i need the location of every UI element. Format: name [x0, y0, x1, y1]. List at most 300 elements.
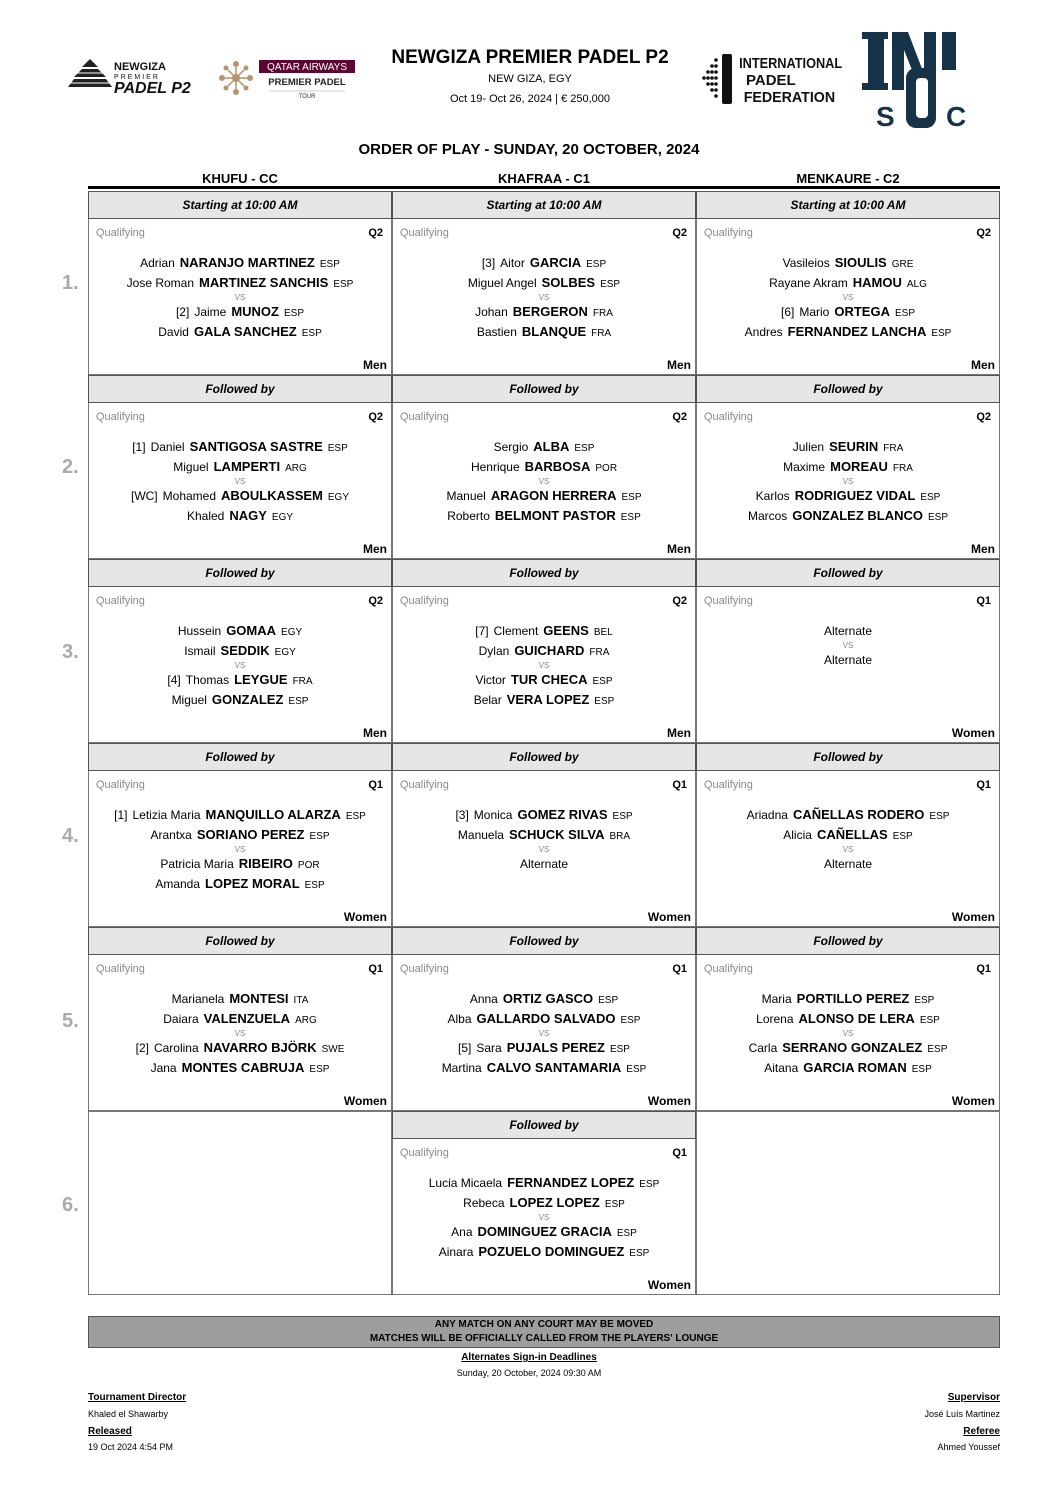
vs-separator: VS	[842, 1029, 854, 1038]
player-first-name: Marianela	[171, 992, 225, 1006]
player-row	[393, 1009, 695, 1029]
match-players	[697, 989, 999, 1078]
match-players	[393, 989, 695, 1078]
player-last-name: BELMONT PASTOR	[494, 508, 616, 523]
player-row	[393, 1038, 695, 1058]
player-nationality: ESP	[929, 811, 950, 822]
player-first-name: Jose Roman	[126, 276, 195, 290]
player-first-name: Mario	[799, 305, 830, 319]
player-row	[697, 989, 999, 1009]
player-row	[393, 690, 695, 710]
round-label: Q2	[672, 411, 687, 423]
match-players	[697, 437, 999, 526]
draw-gender: Men	[363, 726, 387, 740]
player-row	[697, 273, 999, 293]
match-slot	[392, 1139, 696, 1295]
player-first-name: Arantxa	[150, 828, 192, 842]
round-label: Q2	[672, 227, 687, 239]
player-first-name: Khaled	[186, 509, 225, 523]
player-nationality: POR	[595, 463, 618, 474]
player-seed: [7]	[475, 624, 489, 638]
player-first-name: Rebeca	[463, 1196, 505, 1210]
match-slot	[392, 955, 696, 1111]
round-label: Q2	[672, 595, 687, 607]
match-slot	[88, 771, 392, 927]
player-nationality: ESP	[892, 831, 913, 842]
player-first-name: David	[158, 325, 189, 339]
player-first-name: Johan	[475, 305, 508, 319]
player-row	[89, 641, 391, 661]
player-last-name: GOMAA	[226, 623, 277, 638]
court-column-khufu	[88, 191, 392, 1295]
released-value: 19 Oct 2024 4:54 PM	[88, 1442, 174, 1452]
slot-time-bar: Starting at 10:00 AM	[696, 191, 1000, 219]
player-first-name: Bastien	[476, 325, 517, 339]
player-first-name: Hussein	[177, 624, 222, 638]
player-first-name: Ariadna	[746, 808, 788, 822]
supervisor-label: Supervisor	[947, 1392, 1000, 1403]
player-nationality: ESP	[612, 811, 633, 822]
player-last-name: VALENZUELA	[203, 1011, 291, 1026]
player-last-name: SIOULIS	[834, 255, 887, 270]
player-nationality: FRA	[292, 676, 313, 687]
player-last-name: VERA LOPEZ	[506, 692, 590, 707]
qualifying-label: Qualifying	[96, 411, 145, 423]
player-last-name: POZUELO DOMINGUEZ	[478, 1244, 625, 1259]
player-nationality: ESP	[333, 279, 354, 290]
player-first-name: Letizia Maria	[132, 808, 201, 822]
slot-time-bar: Followed by	[392, 1111, 696, 1139]
draw-gender: Women	[951, 1094, 995, 1108]
tournament-title: NEWGIZA PREMIER PADEL P2	[391, 47, 669, 68]
player-first-name: Jana	[150, 1061, 177, 1075]
match-players	[89, 253, 391, 342]
player-last-name: GARCIA	[529, 255, 582, 270]
player-row	[393, 486, 695, 506]
player-row	[697, 437, 999, 457]
player-last-name: SCHUCK SILVA	[508, 827, 605, 842]
player-nationality: ESP	[920, 492, 941, 503]
player-nationality: ESP	[626, 1064, 647, 1075]
player-last-name: SEDDIK	[220, 643, 270, 658]
player-first-name: Ainara	[438, 1245, 474, 1259]
svg-text:QATAR AIRWAYS: QATAR AIRWAYS	[266, 62, 348, 73]
player-nationality: ESP	[309, 831, 330, 842]
match-slot	[696, 955, 1000, 1111]
player-last-name: PORTILLO PEREZ	[796, 991, 910, 1006]
player-row	[393, 1058, 695, 1078]
player-last-name: BLANQUE	[521, 324, 587, 339]
player-last-name: LEYGUE	[234, 672, 288, 687]
player-first-name: Amanda	[155, 877, 201, 891]
player-last-name: BARBOSA	[524, 459, 591, 474]
slot-time-bar: Followed by	[696, 375, 1000, 403]
qualifying-label: Qualifying	[704, 411, 753, 423]
player-row	[89, 621, 391, 641]
player-row	[89, 825, 391, 845]
player-first-name: Belar	[473, 693, 502, 707]
tournament-director-label: Tournament Director	[88, 1392, 187, 1403]
player-nationality: FRA	[589, 647, 610, 658]
match-slot	[392, 219, 696, 375]
player-seed: [WC]	[130, 489, 158, 503]
draw-gender: Women	[343, 910, 387, 924]
player-first-name: Rayane Akram	[769, 276, 848, 290]
player-first-name: Carolina	[153, 1041, 199, 1055]
svg-text:INTERNATIONAL: INTERNATIONAL	[739, 53, 843, 72]
tournament-dates-prize: Oct 19- Oct 26, 2024 | € 250,000	[449, 93, 610, 105]
player-first-name: Vasileios	[782, 256, 830, 270]
qualifying-label: Qualifying	[96, 227, 145, 239]
tournament-director-name: Khaled el Shawarby	[88, 1409, 169, 1419]
player-row	[393, 1173, 695, 1193]
round-label: Q1	[672, 779, 687, 791]
round-label: Q2	[368, 411, 383, 423]
player-nationality: ESP	[304, 880, 325, 891]
player-last-name: NAGY	[229, 508, 267, 523]
player-last-name: SOLBES	[541, 275, 596, 290]
player-seed: [6]	[781, 305, 795, 319]
player-first-name: Thomas	[185, 673, 230, 687]
player-last-name: RIBEIRO	[238, 856, 293, 871]
draw-gender: Men	[667, 358, 691, 372]
alternate-team: Alternate	[823, 857, 873, 871]
match-slot	[392, 403, 696, 559]
player-nationality: ESP	[621, 492, 642, 503]
player-first-name: Alba	[447, 1012, 472, 1026]
player-row	[393, 457, 695, 477]
draw-gender: Women	[951, 910, 995, 924]
player-row	[393, 322, 695, 342]
player-nationality: ESP	[639, 1179, 660, 1190]
player-row	[393, 670, 695, 690]
player-last-name: MONTES CABRUJA	[181, 1060, 305, 1075]
player-nationality: ITA	[293, 995, 309, 1006]
player-nationality: ESP	[600, 279, 621, 290]
player-nationality: BEL	[593, 627, 613, 638]
player-first-name: Ana	[451, 1225, 473, 1239]
empty-slot	[696, 1111, 1000, 1295]
player-last-name: TUR CHECA	[510, 672, 588, 687]
slot-time-bar: Followed by	[88, 927, 392, 955]
player-row	[89, 437, 391, 457]
qualifying-label: Qualifying	[704, 227, 753, 239]
player-last-name: LAMPERTI	[213, 459, 281, 474]
vs-separator: VS	[842, 845, 854, 854]
player-nationality: ESP	[894, 308, 915, 319]
player-last-name: CALVO SANTAMARIA	[486, 1060, 622, 1075]
player-nationality: EGY	[327, 492, 349, 503]
svg-text:S: S	[876, 101, 895, 132]
round-label: Q1	[672, 963, 687, 975]
player-row	[89, 1058, 391, 1078]
player-first-name: Carla	[748, 1041, 778, 1055]
player-row	[393, 641, 695, 661]
match-slot	[88, 403, 392, 559]
player-first-name: Mohamed	[162, 489, 217, 503]
player-seed: [3]	[455, 808, 469, 822]
draw-gender: Women	[343, 1094, 387, 1108]
player-last-name: HAMOU	[852, 275, 902, 290]
draw-gender: Men	[971, 542, 995, 556]
player-last-name: GOMEZ RIVAS	[517, 807, 608, 822]
vs-separator: VS	[538, 661, 550, 670]
player-nationality: ARG	[285, 463, 307, 474]
player-last-name: MARTINEZ SANCHIS	[199, 275, 329, 290]
player-nationality: ESP	[931, 328, 952, 339]
player-row	[89, 1009, 391, 1029]
vs-separator: VS	[234, 293, 246, 302]
slot-time-bar: Followed by	[696, 743, 1000, 771]
qualifying-label: Qualifying	[400, 1147, 449, 1159]
notice-line-2: MATCHES WILL BE OFFICIALLY CALLED FROM THE PLAYERS' LOUNGE	[369, 1333, 719, 1344]
svg-text:PREMIER PADEL: PREMIER PADEL	[268, 77, 346, 88]
player-first-name: Lorena	[756, 1012, 794, 1026]
match-slot	[392, 587, 696, 743]
newgiza-premier-padel-logo	[68, 57, 213, 97]
player-row	[89, 989, 391, 1009]
player-last-name: GONZALEZ BLANCO	[792, 508, 924, 523]
player-nationality: ESP	[288, 696, 309, 707]
match-players	[697, 621, 999, 670]
player-nationality: ESP	[586, 259, 607, 270]
player-last-name: GONZALEZ	[211, 692, 284, 707]
player-row	[697, 1058, 999, 1078]
draw-gender: Women	[647, 1278, 691, 1292]
player-row	[393, 253, 695, 273]
player-first-name: Roberto	[447, 509, 490, 523]
row-number-5: 5.	[62, 1010, 79, 1032]
vs-separator: VS	[234, 1029, 246, 1038]
player-first-name: Patricia Maria	[160, 857, 234, 871]
player-first-name: Manuela	[457, 828, 504, 842]
player-first-name: Maria	[761, 992, 792, 1006]
slot-time-bar: Followed by	[88, 559, 392, 587]
row-number-3: 3.	[62, 641, 79, 663]
player-row	[89, 1038, 391, 1058]
player-last-name: BERGERON	[512, 304, 588, 319]
player-first-name: Marcos	[747, 509, 788, 523]
player-row	[697, 1038, 999, 1058]
svg-text:FEDERATION: FEDERATION	[743, 89, 836, 107]
match-players	[697, 805, 999, 874]
player-last-name: GALLARDO SALVADO	[476, 1011, 616, 1026]
player-first-name: Daniel	[150, 440, 185, 454]
vs-separator: VS	[842, 293, 854, 302]
player-seed: [5]	[458, 1041, 472, 1055]
player-last-name: GEENS	[543, 623, 589, 638]
player-first-name: Maxime	[783, 460, 826, 474]
player-first-name: Karlos	[755, 489, 790, 503]
player-row	[89, 690, 391, 710]
player-last-name: GALA SANCHEZ	[193, 324, 297, 339]
player-row	[89, 486, 391, 506]
player-last-name: ARAGON HERRERA	[490, 488, 617, 503]
player-nationality: ESP	[309, 1064, 330, 1075]
qualifying-label: Qualifying	[96, 779, 145, 791]
player-first-name: Daiara	[163, 1012, 199, 1026]
court-header-menkaure: MENKAURE - C2	[796, 171, 900, 186]
player-nationality: FRA	[592, 308, 613, 319]
match-slot	[392, 771, 696, 927]
player-last-name: ABOULKASSEM	[221, 488, 323, 503]
player-nationality: ESP	[574, 443, 595, 454]
player-nationality: ESP	[598, 995, 619, 1006]
svg-text:PADEL: PADEL	[746, 72, 796, 89]
player-seed: [1]	[132, 440, 146, 454]
player-nationality: FRA	[883, 443, 904, 454]
player-first-name: Manuel	[446, 489, 486, 503]
player-last-name: SEURIN	[829, 439, 879, 454]
player-row	[697, 825, 999, 845]
court-column-menkaure	[696, 191, 1000, 1295]
row-number-1: 1.	[62, 272, 79, 294]
player-first-name: Martina	[441, 1061, 482, 1075]
ngsc-logo	[862, 28, 974, 132]
player-first-name: Anna	[469, 992, 498, 1006]
player-row	[697, 302, 999, 322]
match-players	[697, 253, 999, 342]
player-last-name: MOREAU	[830, 459, 888, 474]
player-seed: [3]	[481, 256, 496, 270]
player-first-name: Alicia	[783, 828, 812, 842]
player-last-name: FERNANDEZ LOPEZ	[507, 1175, 635, 1190]
round-label: Q1	[976, 595, 991, 607]
player-row	[697, 253, 999, 273]
vs-separator: VS	[842, 641, 854, 650]
match-slot	[696, 219, 1000, 375]
alternates-date: Sunday, 20 October, 2024 09:30 AM	[456, 1368, 602, 1378]
player-nationality: ESP	[927, 1044, 948, 1055]
match-slot	[696, 771, 1000, 927]
player-nationality: ESP	[594, 696, 615, 707]
player-row	[89, 457, 391, 477]
player-last-name: LOPEZ MORAL	[205, 876, 300, 891]
draw-gender: Men	[971, 358, 995, 372]
round-label: Q2	[976, 411, 991, 423]
player-last-name: FERNANDEZ LANCHA	[787, 324, 927, 339]
match-players	[393, 621, 695, 710]
qualifying-label: Qualifying	[96, 963, 145, 975]
player-nationality: FRA	[892, 463, 913, 474]
player-nationality: ESP	[592, 676, 613, 687]
vs-separator: VS	[234, 661, 246, 670]
alternate-team: Alternate	[823, 624, 873, 638]
player-first-name: Miguel	[171, 693, 207, 707]
qualifying-label: Qualifying	[704, 595, 753, 607]
empty-slot	[88, 1111, 392, 1295]
court-header-khufu: KHUFU - CC	[202, 171, 278, 186]
player-row	[393, 989, 695, 1009]
player-nationality: ESP	[919, 1015, 940, 1026]
player-first-name: Miguel	[173, 460, 209, 474]
player-last-name: LOPEZ LOPEZ	[509, 1195, 600, 1210]
player-nationality: EGY	[274, 647, 296, 658]
player-nationality: ESP	[616, 1228, 637, 1239]
player-row	[697, 457, 999, 477]
draw-gender: Men	[363, 358, 387, 372]
player-nationality: ESP	[345, 811, 366, 822]
match-players	[393, 805, 695, 874]
player-first-name: Sara	[476, 1041, 502, 1055]
order-of-play-title: ORDER OF PLAY - SUNDAY, 20 OCTOBER, 2024	[358, 141, 700, 158]
player-nationality: ESP	[629, 1248, 650, 1259]
player-row	[393, 805, 695, 825]
match-players	[393, 1173, 695, 1262]
player-first-name: Dylan	[478, 644, 510, 658]
svg-text:C: C	[946, 101, 967, 132]
vs-separator: VS	[234, 477, 246, 486]
svg-text:PADEL P2: PADEL P2	[114, 80, 191, 97]
player-seed: [4]	[167, 673, 181, 687]
notice-line-1: ANY MATCH ON ANY COURT MAY BE MOVED	[434, 1319, 654, 1330]
player-last-name: DOMINGUEZ GRACIA	[477, 1224, 612, 1239]
match-slot	[88, 587, 392, 743]
player-row	[89, 506, 391, 526]
alternate-team: Alternate	[823, 653, 873, 667]
round-label: Q2	[368, 227, 383, 239]
slot-time-bar: Followed by	[696, 927, 1000, 955]
slot-time-bar: Followed by	[88, 375, 392, 403]
player-nationality: ESP	[928, 512, 949, 523]
player-row	[89, 874, 391, 894]
player-nationality: EGY	[271, 512, 294, 523]
player-row	[393, 437, 695, 457]
player-first-name: Monica	[473, 808, 513, 822]
match-players	[89, 621, 391, 710]
svg-text:TOUR: TOUR	[298, 94, 316, 100]
vs-separator: VS	[538, 845, 550, 854]
player-first-name: Andres	[744, 325, 783, 339]
vs-separator: VS	[538, 1213, 550, 1222]
player-row	[393, 1242, 695, 1262]
player-row	[697, 1009, 999, 1029]
player-last-name: CAÑELLAS RODERO	[792, 807, 925, 822]
svg-text:NEWGIZA: NEWGIZA	[114, 61, 166, 73]
player-nationality: ESP	[301, 328, 322, 339]
player-nationality: ESP	[620, 1015, 641, 1026]
player-first-name: Julien	[792, 440, 825, 454]
court-column-khafraa	[392, 191, 696, 1295]
match-players	[89, 989, 391, 1078]
player-row	[89, 273, 391, 293]
row-number-6: 6.	[62, 1194, 79, 1216]
player-nationality: ESP	[284, 308, 305, 319]
match-slot	[88, 219, 392, 375]
player-first-name: Miguel Angel	[467, 276, 537, 290]
player-nationality: ESP	[609, 1044, 630, 1055]
qualifying-label: Qualifying	[96, 595, 145, 607]
vs-separator: VS	[538, 1029, 550, 1038]
player-seed: [2]	[135, 1041, 149, 1055]
match-players	[393, 437, 695, 526]
round-label: Q1	[368, 963, 383, 975]
player-last-name: GUICHARD	[514, 643, 585, 658]
qualifying-label: Qualifying	[400, 595, 449, 607]
player-row	[89, 322, 391, 342]
match-players	[89, 437, 391, 526]
alternates-title: Alternates Sign-in Deadlines	[461, 1352, 597, 1363]
player-row	[393, 621, 695, 641]
player-nationality: POR	[297, 860, 320, 871]
draw-gender: Women	[647, 1094, 691, 1108]
player-row	[393, 302, 695, 322]
player-row	[393, 825, 695, 845]
round-label: Q1	[672, 1147, 687, 1159]
player-last-name: MANQUILLO ALARZA	[205, 807, 341, 822]
international-padel-federation-logo	[700, 50, 845, 108]
player-first-name: Adrian	[140, 256, 175, 270]
